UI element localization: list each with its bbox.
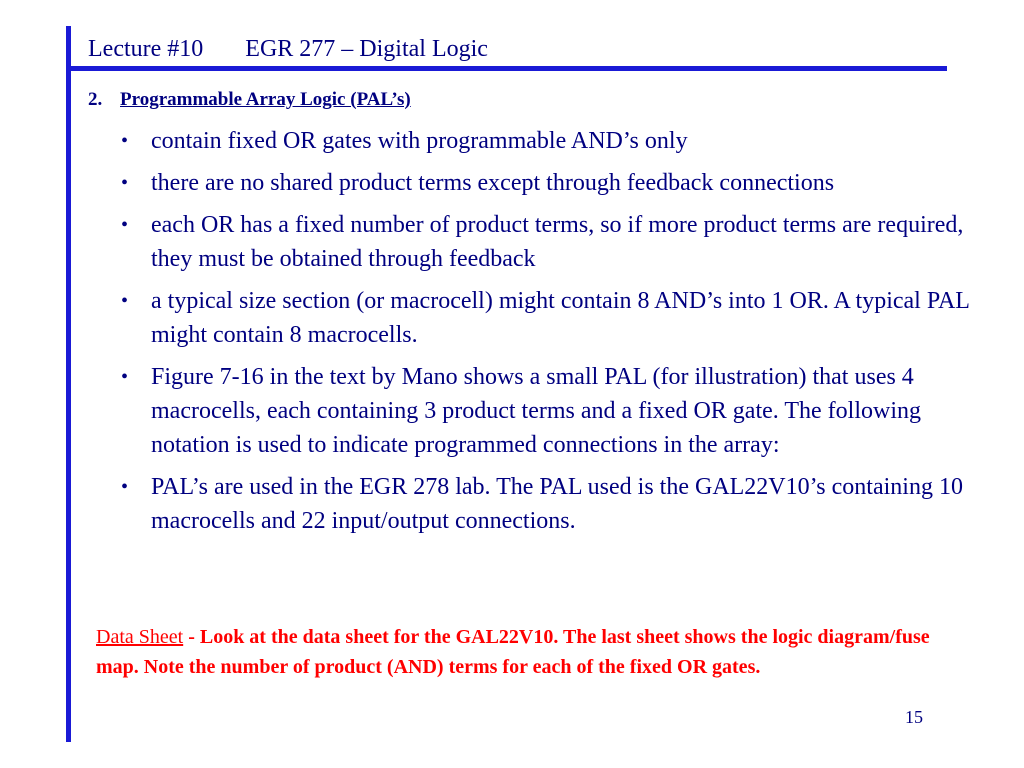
horizontal-rule [66, 66, 947, 71]
bullet-icon: • [121, 290, 129, 312]
bullet-text: contain fixed OR gates with programmable AND’s only [151, 128, 688, 154]
bullet-item [110, 360, 970, 462]
vertical-rule [66, 26, 71, 742]
section-number: 2. [88, 89, 103, 110]
bullet-item [110, 284, 970, 352]
lecture-label: Lecture #10 [88, 36, 204, 62]
bullet-icon: • [121, 366, 129, 388]
datasheet-note [96, 622, 976, 682]
bullet-item [110, 166, 970, 200]
bullet-icon: • [121, 172, 129, 194]
bullet-list [110, 124, 970, 546]
bullet-icon: • [121, 476, 129, 498]
bullet-text: PAL’s are used in the EGR 278 lab. The PAL used is the GAL22V10’s containing 10 macrocells and 22 input/output connections. [151, 474, 963, 534]
bullet-text: each OR has a fixed number of product terms, so if more product terms are required, they must be obtained through feedback [151, 212, 964, 272]
datasheet-body: - Look at the data sheet for the GAL22V10. The last sheet shows the logic diagram/fuse map. Note the number of product (AND) terms for each of the fixed OR gates. [96, 626, 930, 678]
course-title: EGR 277 – Digital Logic [245, 36, 488, 62]
bullet-text: a typical size section (or macrocell) might contain 8 AND’s into 1 OR. A typical PAL might contain 8 macrocells. [151, 288, 970, 348]
bullet-icon: • [121, 130, 129, 152]
section-heading [88, 88, 411, 112]
section-title: Programmable Array Logic (PAL’s) [120, 89, 411, 110]
slide-header [88, 35, 488, 63]
bullet-item [110, 124, 970, 158]
bullet-item [110, 470, 970, 538]
datasheet-link[interactable]: Data Sheet [96, 626, 184, 648]
bullet-text: there are no shared product terms except through feedback connections [151, 170, 835, 196]
bullet-icon: • [121, 214, 129, 236]
bullet-text: Figure 7-16 in the text by Mano shows a small PAL (for illustration) that uses 4 macrocells, each containing 3 product terms and a fixed OR gate. The following notation is used to indicate programmed connections in the array: [151, 364, 921, 458]
bullet-item [110, 208, 970, 276]
page-number: 15 [905, 707, 923, 727]
